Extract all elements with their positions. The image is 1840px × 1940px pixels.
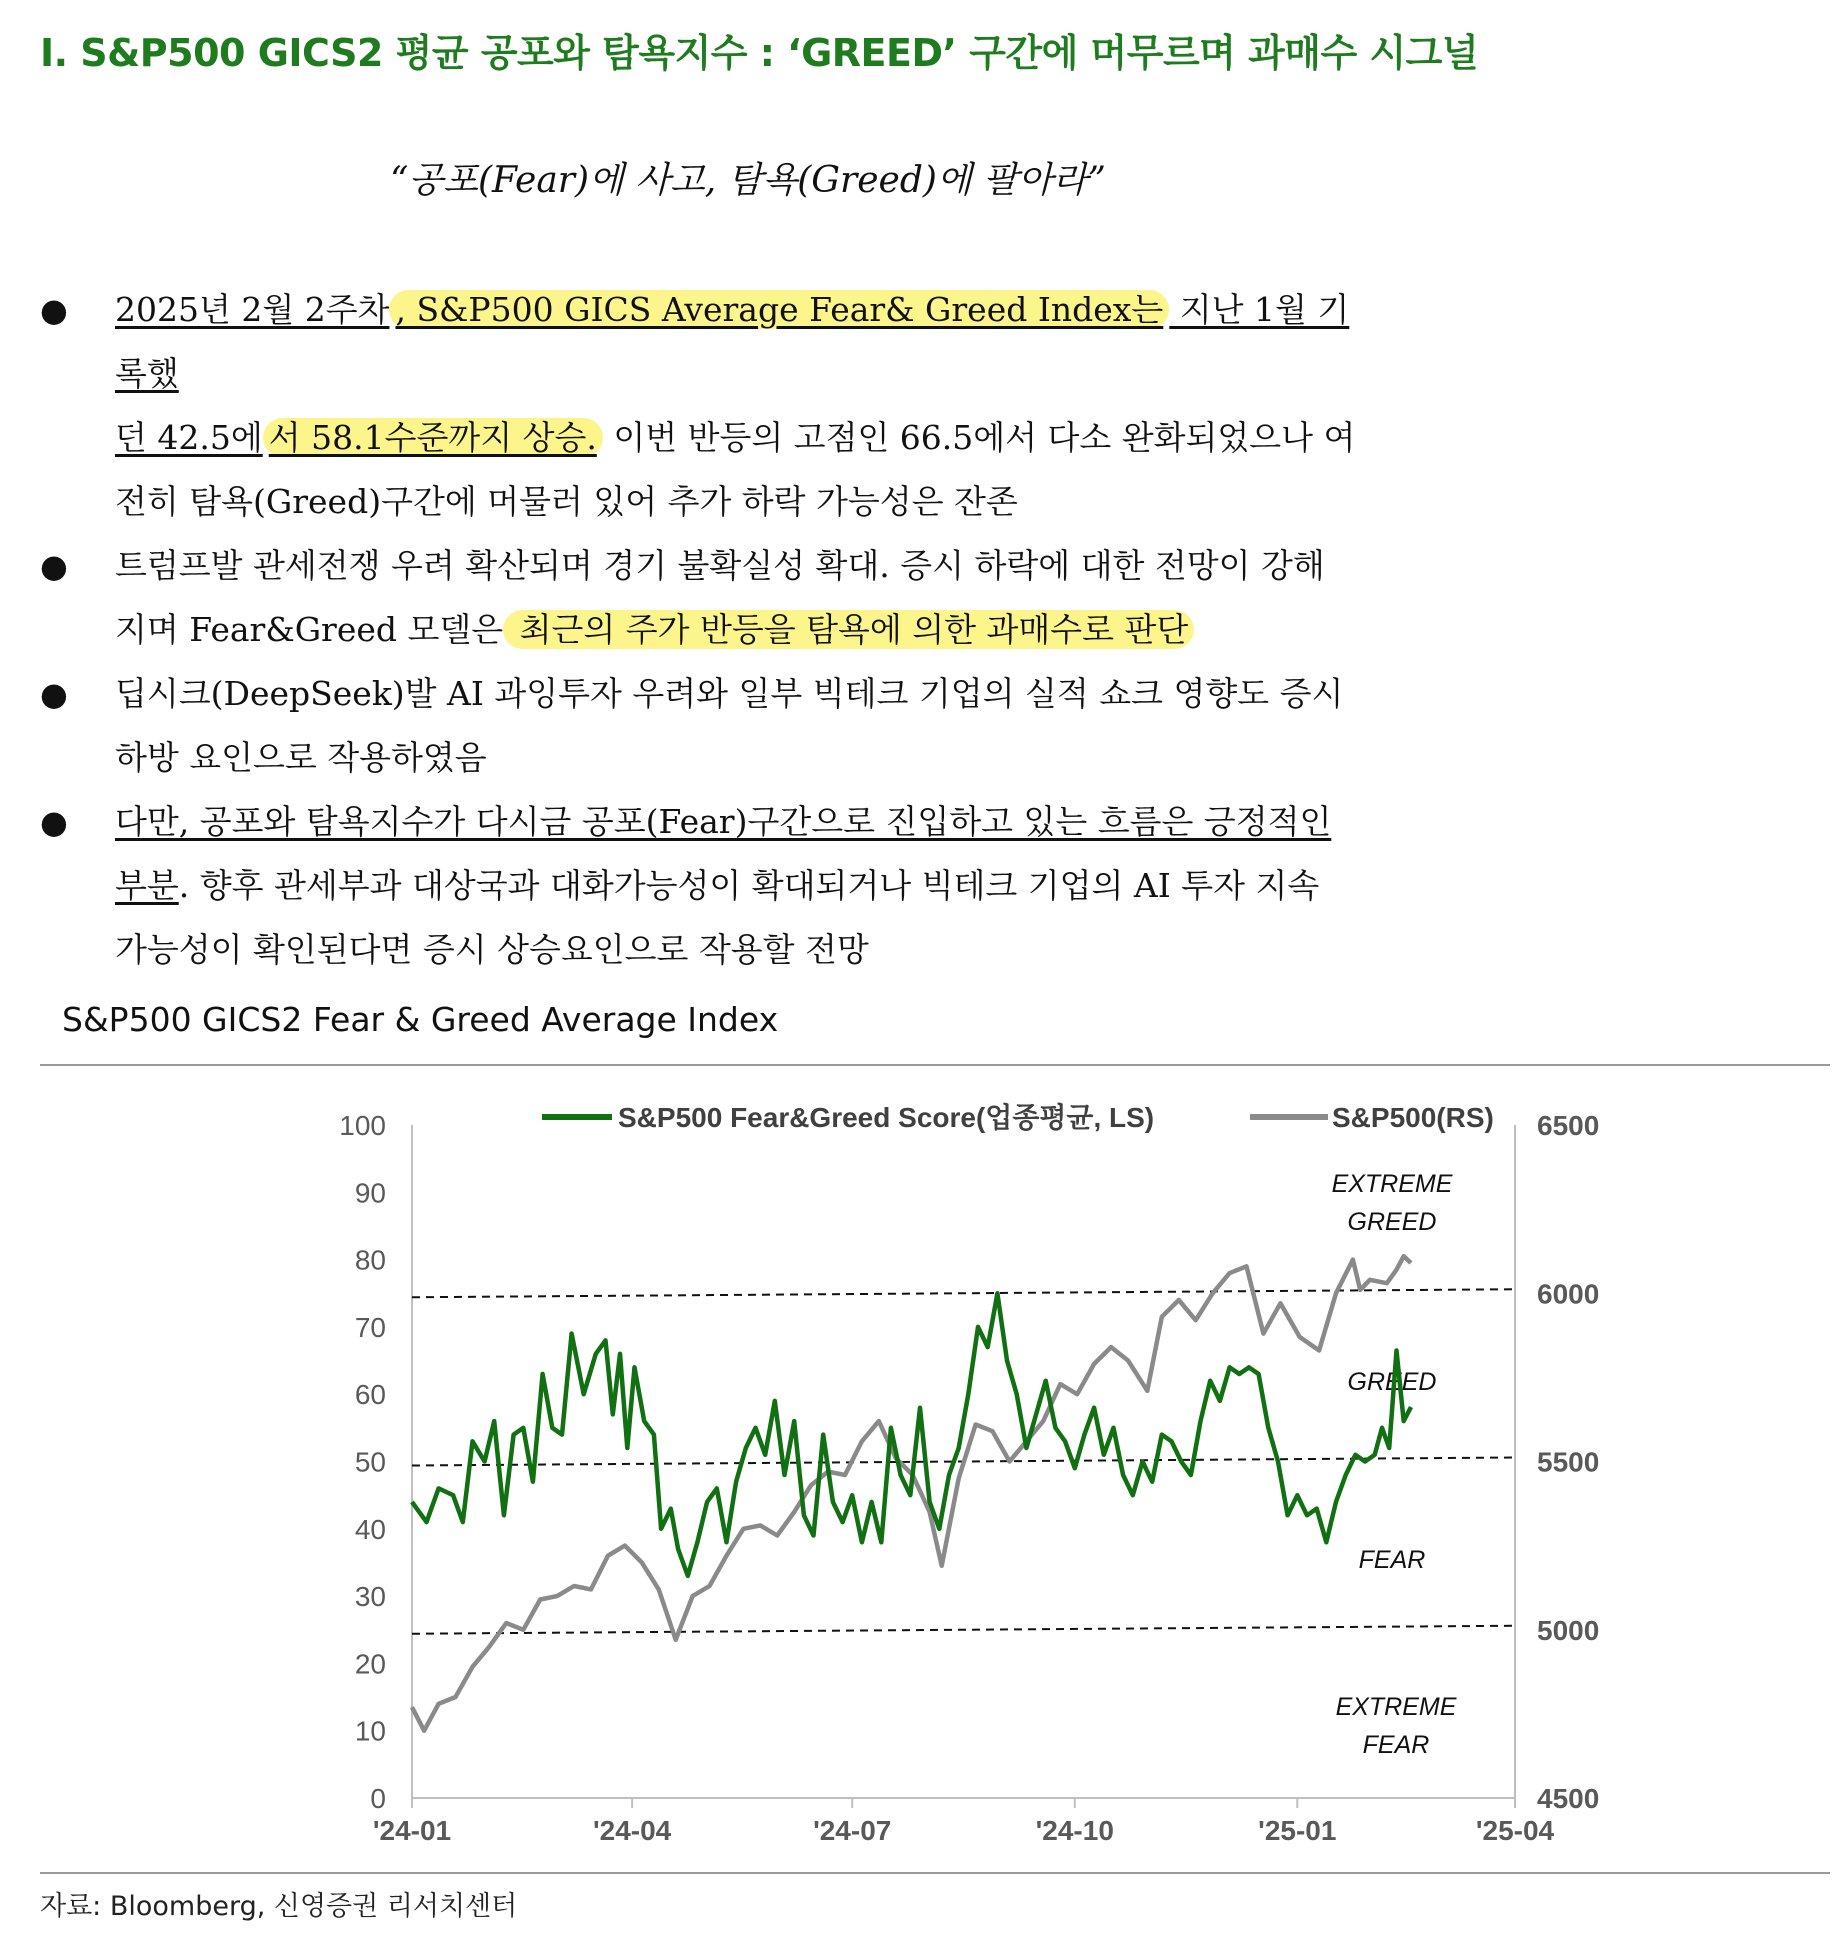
bullet-line: 전히 탐욕(Greed)구간에 머물러 있어 추가 하락 가능성은 잔존 <box>115 482 1018 521</box>
reference-line <box>412 1626 1515 1634</box>
highlighted-text: 최근의 주가 반등을 탐욕에 의한 과매수로 판단 <box>503 610 1194 649</box>
bullet-line: 하방 요인으로 작용하였음 <box>115 738 487 777</box>
y-right-tick-label: 6500 <box>1537 1110 1600 1141</box>
bullet-line: 다만, 공포와 탐욕지수가 다시금 공포(Fear)구간으로 진입하고 있는 흐름은 긍정적인 <box>115 802 1332 841</box>
y-left-tick-label: 30 <box>354 1581 386 1613</box>
zone-label: GREED <box>1347 1368 1437 1396</box>
bullet-dot-icon: ● <box>40 291 68 329</box>
y-left-tick-label: 90 <box>354 1177 386 1209</box>
x-tick-label: '24-07 <box>813 1815 892 1846</box>
legend-label-fear-greed: S&P500 Fear&Greed Score(업종평균, LS) <box>618 1102 1155 1133</box>
y-left-tick-label: 0 <box>370 1783 386 1814</box>
quote: “공포(Fear)에 사고, 탐욕(Greed)에 팔아라” <box>390 160 1106 201</box>
source-note: 자료: Bloomberg, 신영증권 리서치센터 <box>40 1872 1830 1923</box>
x-tick-label: '24-01 <box>372 1815 452 1846</box>
reference-line <box>412 1289 1515 1297</box>
x-tick-label: '25-04 <box>1475 1815 1555 1846</box>
bullet-dot-icon: ● <box>40 803 68 841</box>
chart-top-rule <box>40 1064 1830 1066</box>
zone-label: FEAR <box>1362 1731 1430 1759</box>
reference-line <box>412 1458 1515 1466</box>
y-left-tick-label: 100 <box>339 1110 386 1141</box>
bullet-text: 부분 <box>115 866 179 905</box>
zone-label: FEAR <box>1358 1546 1426 1574</box>
bullet-line: 트럼프발 관세전쟁 우려 확산되며 경기 불확실성 확대. 증시 하락에 대한 전망이 강해 <box>115 546 1325 585</box>
bullet-line <box>115 406 1380 470</box>
bullet-item-2 <box>40 534 1380 662</box>
y-left-tick-label: 60 <box>354 1379 386 1411</box>
sp500-series-line <box>412 1256 1411 1731</box>
highlighted-text: , S&P500 GICS Average Fear& Greed Index는 <box>389 290 1169 329</box>
bullet-line: 가능성이 확인된다면 증시 상승요인으로 작용할 전망 <box>115 930 869 969</box>
bullet-item-1 <box>40 278 1380 534</box>
fear-greed-series-line <box>412 1293 1411 1576</box>
bullet-dot-icon: ● <box>40 547 68 585</box>
y-left-tick-label: 70 <box>354 1311 386 1343</box>
y-right-tick-label: 4500 <box>1537 1783 1600 1814</box>
highlighted-text: 서 58.1수준까지 상승. <box>263 418 603 457</box>
y-left-tick-label: 50 <box>354 1446 386 1478</box>
zone-label: EXTREME <box>1331 1170 1453 1198</box>
bullet-dot-icon: ● <box>40 675 68 713</box>
bullet-line <box>115 854 1380 918</box>
bullet-text: . 향후 관세부과 대상국과 대화가능성이 확대되거나 빅테크 기업의 AI 투자 지속 <box>178 866 1320 905</box>
bullet-text: 이번 반등의 고점인 66.5에서 다소 완화되었으나 여 <box>602 418 1356 457</box>
zone-label: EXTREME <box>1335 1693 1457 1721</box>
y-left-tick-label: 80 <box>354 1244 386 1276</box>
legend-label-sp500: S&P500(RS) <box>1332 1102 1494 1133</box>
bullet-text: 지난 1월 기록했 <box>115 290 1350 393</box>
bullet-list <box>40 278 1380 982</box>
chart-title: S&P500 GICS2 Fear & Greed Average Index <box>62 1000 779 1039</box>
bullet-item-4 <box>40 790 1380 982</box>
y-left-tick-label: 20 <box>354 1648 386 1680</box>
y-right-tick-label: 5000 <box>1537 1614 1600 1646</box>
x-tick-label: '24-04 <box>592 1815 672 1846</box>
bullet-text: 2025년 2월 2주차 <box>115 290 390 329</box>
bullet-text: 던 42.5에 <box>115 418 263 457</box>
bullet-line: 딥시크(DeepSeek)발 AI 과잉투자 우려와 일부 빅테크 기업의 실적 쇼크 영향도 증시 <box>115 674 1344 713</box>
x-tick-label: '25-01 <box>1258 1815 1337 1846</box>
zone-label: GREED <box>1347 1208 1437 1236</box>
y-left-tick-label: 10 <box>354 1715 386 1747</box>
y-right-tick-label: 6000 <box>1537 1278 1600 1310</box>
bullet-line <box>115 278 1380 406</box>
x-tick-label: '24-10 <box>1035 1815 1114 1846</box>
bullet-line <box>115 598 1380 662</box>
bullet-item-3 <box>40 662 1380 790</box>
y-left-tick-label: 40 <box>354 1513 386 1545</box>
y-right-tick-label: 5500 <box>1537 1446 1600 1478</box>
bullet-text: 지며 Fear&Greed 모델은 <box>115 610 504 649</box>
section-heading: Ⅰ. S&P500 GICS2 평균 공포와 탐욕지수 : ‘GREED’ 구간에 머무르며 과매수 시그널 <box>40 31 1479 75</box>
